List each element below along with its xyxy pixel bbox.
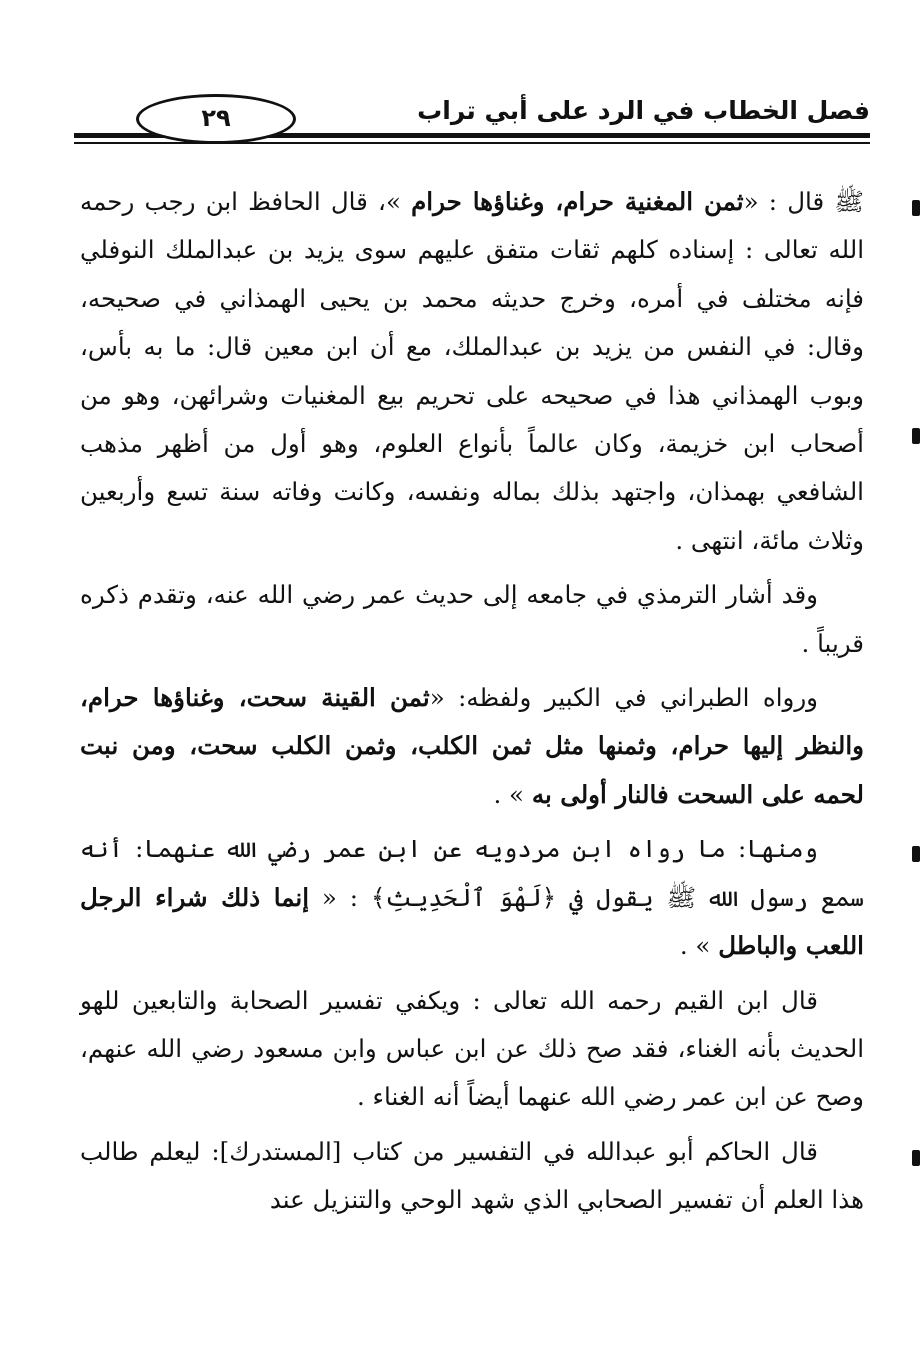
quoted-hadith-text: ثمن القينة سحت، وغناؤها حرام، والنظر إليها حرام، وثمنها مثل ثمن الكلب، وثمن الكلب سحت، ومن نبت لحمه على السحت فالنار أولى به — [80, 683, 864, 809]
paragraph — [80, 178, 864, 565]
paragraph — [80, 674, 864, 819]
quoted-hadith-text: إنما ذلك شراء الرجل اللعب والباطل — [80, 882, 864, 961]
edge-mark — [912, 200, 920, 216]
paragraph-text: »، قال الحافظ ابن رجب رحمه الله تعالى : إسناده كلهم ثقات متفق عليهم سوى يزيد بن عبدالملك النوفلي فإنه مختلف في أمره، وخرج حديثه محمد بن يحيى الهمذاني في صحيحه، وقال: في النفس من يزيد بن عبدالملك، مع أن ابن معين قال: ما به بأس، وبوب الهمذاني هذا في صحيحه على تحريم بيع المغنيات وشرائهن، وهو من أصحاب ابن خزيمة، وكان عالماً بأنواع العلوم، وهو أول من أظهر مذهب الشافعي بهمذان، واجتهد بذلك بماله ونفسه، وكانت وفاته سنة تسع وأربعين وثلاث مائة، انتهى . — [80, 187, 864, 555]
edge-mark — [912, 428, 920, 444]
running-title: فصل الخطاب في الرد على أبي تراب — [417, 96, 870, 125]
page-header — [74, 88, 870, 154]
edge-mark — [912, 846, 920, 862]
paragraph — [80, 1128, 864, 1225]
paragraph-text: ومنها: ما رواه ابن مردويه عن ابن عمر رضي الله عنهما: أنه سمع رسول الله ﷺ يقول في ﴿لَهْوَ ٱلْحَدِيثِ﴾ : « — [80, 834, 864, 912]
paragraph-text: وقد أشار الترمذي في جامعه إلى حديث عمر رضي الله عنه، وتقدم ذكره قريباً . — [80, 580, 864, 658]
quoted-hadith-text: ثمن المغنية حرام، وغناؤها حرام — [411, 187, 744, 216]
paragraph — [80, 825, 864, 970]
body-text — [80, 178, 864, 1231]
paragraph — [80, 977, 864, 1122]
paragraph-text: » . — [679, 931, 719, 961]
edge-mark — [912, 1150, 920, 1166]
paragraph-text: قال ابن القيم رحمه الله تعالى : ويكفي تفسير الصحابة والتابعين للهو الحديث بأنه الغناء، فقد صح ذلك عن ابن عباس وابن مسعود رضي الله عنهم، وصح عن ابن عمر رضي الله عنهما أيضاً أنه الغناء . — [80, 985, 864, 1112]
paragraph-text: قال الحاكم أبو عبدالله في التفسير من كتاب [المستدرك]: ليعلم طالب هذا العلم أن تفسير الصحابي الذي شهد الوحي والتنزيل عند — [80, 1136, 864, 1215]
paragraph-text: ﷺ قال : « — [743, 187, 864, 216]
page-number: ٢٩ — [136, 94, 296, 144]
paragraph-text: » . — [493, 779, 532, 809]
paragraph — [80, 571, 864, 668]
paragraph-text: ورواه الطبراني في الكبير ولفظه: « — [429, 683, 818, 713]
